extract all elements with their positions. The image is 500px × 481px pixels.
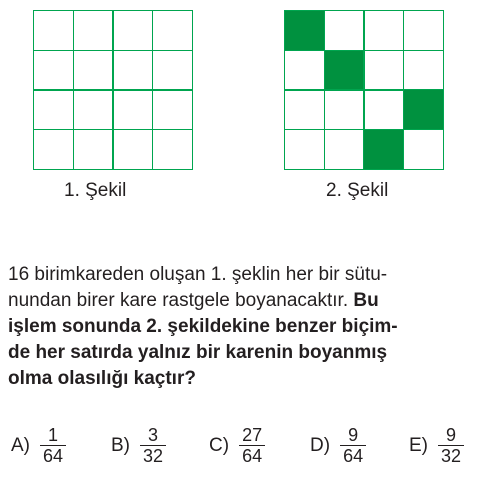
grid-cell — [363, 50, 404, 91]
question-line-5 — [8, 366, 494, 392]
question-line-5-bold: olma olasılığı kaçtır? — [8, 368, 196, 389]
question-text — [8, 262, 494, 392]
grid-cell-filled — [284, 10, 325, 51]
choice-e-fraction — [438, 425, 464, 466]
choice-e-denominator: 32 — [441, 446, 462, 467]
question-line-4 — [8, 340, 494, 366]
grid-cell — [152, 129, 193, 170]
grid-cell — [324, 129, 365, 170]
grid-cell-filled — [363, 129, 404, 170]
figure-1-grid — [33, 10, 193, 170]
question-line-2-bold: Bu — [353, 290, 379, 311]
choice-c-numerator: 27 — [242, 425, 263, 445]
question-line-3 — [8, 314, 494, 340]
question-line-3-bold: işlem sonunda 2. şekildekine benzer biçim- — [8, 316, 398, 337]
grid-cell — [73, 89, 114, 130]
question-line-4-bold: de her satırda yalnız bir karenin boyanmış — [8, 342, 388, 363]
choice-d[interactable] — [310, 425, 366, 466]
grid-cell — [403, 129, 444, 170]
choice-a-fraction — [40, 425, 66, 466]
grid-cell — [73, 50, 114, 91]
figure-2-caption: 2. Şekil — [326, 180, 389, 201]
choice-d-fraction — [340, 425, 366, 466]
choice-d-denominator: 64 — [343, 446, 364, 467]
choice-d-numerator: 9 — [348, 425, 359, 445]
figure-2-grid — [284, 10, 444, 170]
question-line-1: 16 birimkareden oluşan 1. şeklin her bir sütu- — [8, 264, 388, 285]
choice-c-letter: C) — [209, 434, 230, 456]
grid-cell — [112, 89, 153, 130]
grid-cell — [363, 10, 404, 51]
choice-d-letter: D) — [310, 434, 331, 456]
choice-a-letter: A) — [11, 434, 30, 456]
grid-cell — [112, 129, 153, 170]
grid-cell — [284, 129, 325, 170]
choice-a-denominator: 64 — [43, 446, 64, 467]
grid-cell-filled — [403, 89, 444, 130]
choice-c-denominator: 64 — [242, 446, 263, 467]
choice-e-letter: E) — [409, 434, 428, 456]
grid-cell — [284, 89, 325, 130]
question-line-2-normal: nundan birer kare rastgele boyanacaktır. — [8, 290, 354, 311]
grid-cell — [33, 89, 74, 130]
grid-cell — [284, 50, 325, 91]
choice-b-denominator: 32 — [143, 446, 164, 467]
grid-cell — [33, 129, 74, 170]
choice-b-letter: B) — [111, 434, 130, 456]
grid-cell-filled — [324, 50, 365, 91]
grid-cell — [33, 50, 74, 91]
choice-b-numerator: 3 — [148, 425, 159, 445]
grid-cell — [324, 89, 365, 130]
grid-cell — [112, 50, 153, 91]
grid-cell — [152, 50, 193, 91]
choice-c[interactable] — [209, 425, 265, 466]
choice-e[interactable] — [409, 425, 464, 466]
grid-cell — [403, 50, 444, 91]
grid-cell — [403, 10, 444, 51]
grid-cell — [73, 129, 114, 170]
choice-a-numerator: 1 — [48, 425, 59, 445]
grid-cell — [152, 10, 193, 51]
grid-cell — [112, 10, 153, 51]
choice-b-fraction — [140, 425, 166, 466]
grid-cell — [152, 89, 193, 130]
choice-c-fraction — [239, 425, 265, 466]
grid-cell — [363, 89, 404, 130]
choice-e-numerator: 9 — [446, 425, 457, 445]
question-line-2 — [8, 288, 494, 314]
grid-cell — [33, 10, 74, 51]
grid-cell — [324, 10, 365, 51]
choice-b[interactable] — [111, 425, 166, 466]
choice-a[interactable] — [11, 425, 66, 466]
figure-1-caption: 1. Şekil — [64, 180, 127, 201]
grid-cell — [73, 10, 114, 51]
